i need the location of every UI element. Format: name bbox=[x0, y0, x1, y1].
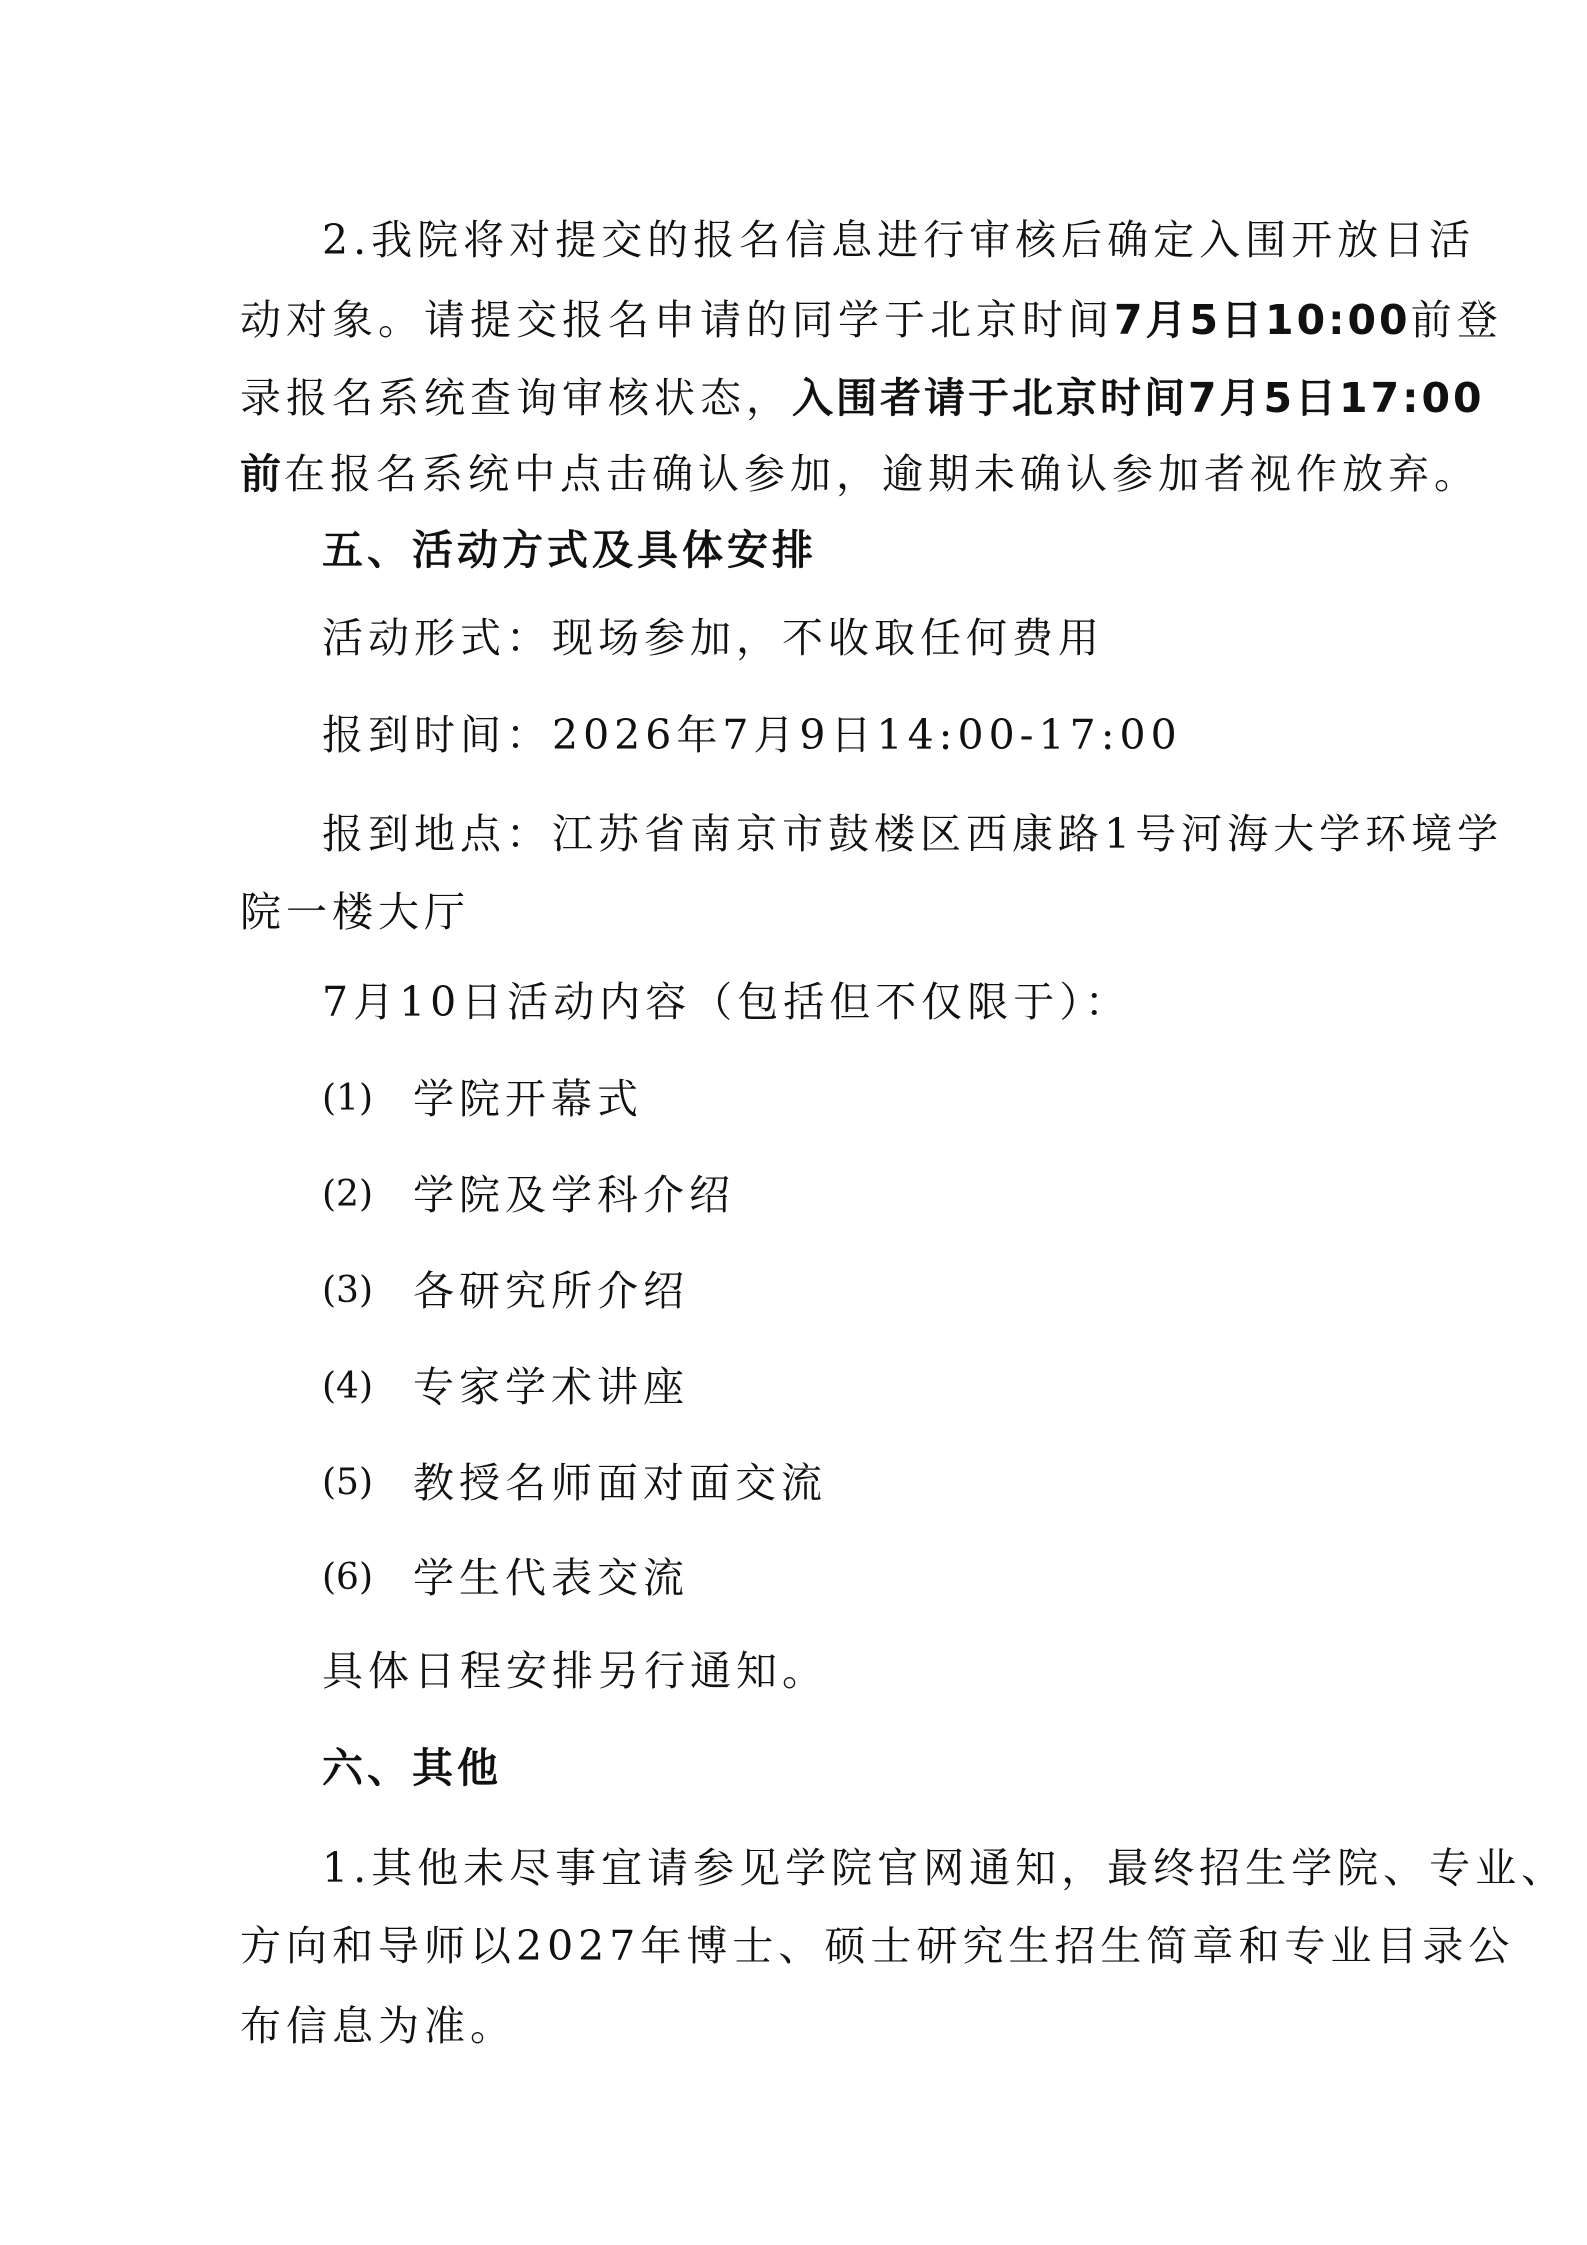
section6-para1-line2: 方向和导师以2027年博士、硕士研究生招生简章和专业目录公 bbox=[240, 1922, 1515, 1970]
list-item-text: 学院及学科介绍 bbox=[413, 1171, 735, 1219]
section6-para1-line3: 布信息为准。 bbox=[240, 2002, 516, 2050]
deadline-confirm: 入围者请于北京时间7月5日17:00 bbox=[792, 374, 1485, 422]
list-item-number: (4) bbox=[322, 1366, 373, 1407]
para2-line1: 2.我院将对提交的报名信息进行审核后确定入围开放日活 bbox=[322, 216, 1476, 264]
section5-heading: 五、活动方式及具体安排 bbox=[322, 526, 817, 574]
list-item-text: 专家学术讲座 bbox=[413, 1363, 689, 1411]
para2-line2 bbox=[240, 292, 1503, 348]
list-item-number: (6) bbox=[322, 1557, 373, 1598]
para2-line4 bbox=[240, 446, 1480, 502]
content-intro: 7月10日活动内容（包括但不仅限于）： bbox=[322, 978, 1131, 1026]
para2-line2-text: 动对象。请提交报名申请的同学于北京时间 bbox=[240, 296, 1114, 344]
schedule-note: 具体日程安排另行通知。 bbox=[322, 1647, 828, 1695]
para2-line4-text: 在报名系统中点击确认参加，逾期未确认参加者视作放弃。 bbox=[284, 450, 1480, 498]
list-item-text: 各研究所介绍 bbox=[413, 1267, 689, 1315]
section6-para1-line1: 1.其他未尽事宜请参见学院官网通知，最终招生学院、专业、 bbox=[322, 1844, 1568, 1892]
list-item-text: 学生代表交流 bbox=[413, 1554, 689, 1602]
list-item-number: (1) bbox=[322, 1078, 373, 1119]
para2-line3-text: 录报名系统查询审核状态， bbox=[240, 374, 792, 422]
list-item-number: (5) bbox=[322, 1462, 373, 1503]
section6-heading: 六、其他 bbox=[322, 1744, 502, 1792]
para2-line2-end: 前登 bbox=[1410, 296, 1503, 344]
activity-form: 活动形式：现场参加，不收取任何费用 bbox=[322, 614, 1104, 662]
list-item-number: (2) bbox=[322, 1174, 373, 1215]
deadline-review: 7月5日10:00 bbox=[1114, 296, 1411, 344]
list-item-number: (3) bbox=[322, 1270, 373, 1311]
checkin-place-line1: 报到地点：江苏省南京市鼓楼区西康路1号河海大学环境学 bbox=[322, 810, 1504, 858]
list-item-text: 教授名师面对面交流 bbox=[413, 1459, 827, 1507]
list-item-text: 学院开幕式 bbox=[413, 1075, 643, 1123]
para2-line3 bbox=[240, 370, 1485, 426]
deadline-confirm-end: 前 bbox=[240, 450, 284, 498]
checkin-time: 报到时间：2026年7月9日14:00-17:00 bbox=[322, 711, 1182, 759]
checkin-place-line2: 院一楼大厅 bbox=[240, 888, 470, 936]
